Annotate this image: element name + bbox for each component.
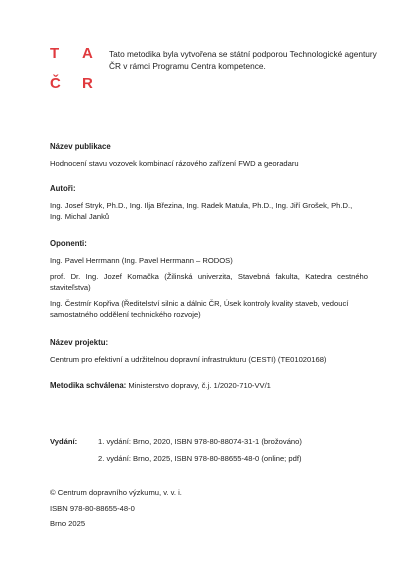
- support-line-1: Tato metodika byla vytvořena se státní podporou Technologické agentury: [109, 49, 377, 59]
- authors-line-1: Ing. Josef Stryk, Ph.D., Ing. Ilja Březina, Ing. Radek Matula, Ph.D., Ing. Jiří Grošek, Ph.D.,: [50, 201, 353, 210]
- opponents-section: [50, 238, 368, 320]
- authors-line-2: Ing. Michal Janků: [50, 212, 110, 221]
- publication-heading: Název publikace: [50, 142, 111, 151]
- approval-label: Metodika schválena:: [50, 381, 127, 390]
- approval-value: Ministerstvo dopravy, č.j. 1/2020-710-VV/1: [128, 381, 271, 390]
- copyright: © Centrum dopravního výzkumu, v. v. i.: [50, 488, 182, 497]
- approval-section: [50, 380, 368, 391]
- opponents-heading: Oponenti:: [50, 239, 87, 248]
- issue-2: 2. vydání: Brno, 2025, ISBN 978-80-88655-48-0 (online; pdf): [98, 454, 302, 463]
- project-heading: Název projektu:: [50, 338, 109, 347]
- place-year: Brno 2025: [50, 519, 86, 528]
- tacr-logo: [50, 46, 100, 92]
- opponent-3: Ing. Čestmír Kopřiva (Ředitelství silnic a dálnic ČR, Úsek kontroly kvality staveb, vedoucí samostatného oddělení technického rozvoje): [50, 299, 349, 319]
- isbn: ISBN 978-80-88655-48-0: [50, 504, 135, 513]
- logo-letter-a: A: [82, 45, 93, 62]
- project-name: Centrum pro efektivní a udržitelnou dopravní infrastrukturu (CESTI) (TE01020168): [50, 355, 327, 364]
- authors-heading: Autoři:: [50, 184, 76, 193]
- support-statement: [109, 48, 379, 72]
- authors-section: [50, 183, 368, 222]
- opponent-1: Ing. Pavel Herrmann (Ing. Pavel Herrmann – RODOS): [50, 256, 233, 265]
- issue-1: 1. vydání: Brno, 2020, ISBN 978-80-88074-31-1 (brožováno): [98, 437, 302, 446]
- logo-letter-t: T: [50, 45, 60, 62]
- logo-letter-r: R: [82, 75, 93, 92]
- opponent-2: prof. Dr. Ing. Jozef Komačka (Žilinská univerzita, Stavebná fakulta, Katedra cestného staviteľstva): [50, 272, 368, 292]
- publication-title: Hodnocení stavu vozovek kombinací rázového zařízení FWD a georadaru: [50, 159, 299, 168]
- publication-section: [50, 141, 368, 169]
- logo-letter-c: Č: [50, 75, 61, 92]
- project-section: [50, 337, 368, 365]
- support-line-2: ČR v rámci Programu Centra kompetence.: [109, 61, 266, 71]
- issues-label: Vydání:: [50, 437, 78, 446]
